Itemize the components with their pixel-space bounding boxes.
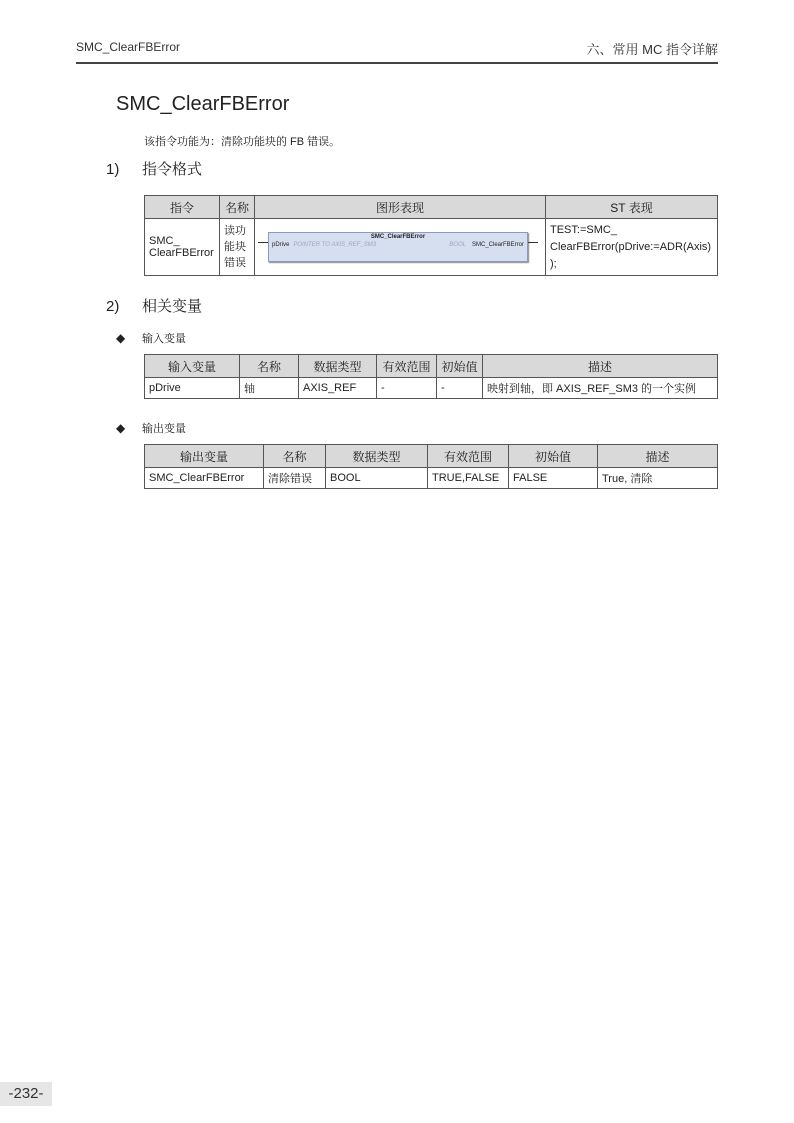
instruction-line: ClearFBError bbox=[149, 247, 214, 259]
table-header-cell: 初始值 bbox=[509, 445, 598, 468]
section-heading-variables bbox=[106, 295, 202, 316]
table-cell: FALSE bbox=[509, 468, 598, 489]
output-pin-type: BOOL bbox=[449, 242, 466, 248]
input-vars-heading bbox=[116, 330, 186, 346]
table-header-cell: 指令 bbox=[145, 196, 220, 219]
name-line: 错误 bbox=[224, 257, 246, 269]
table-cell: AXIS_REF bbox=[299, 378, 377, 399]
table-cell: True, 清除 bbox=[598, 468, 718, 489]
header-chapter-title: 六、常用 MC 指令详解 bbox=[586, 42, 718, 57]
table-header-cell: 数据类型 bbox=[326, 445, 428, 468]
output-pin-name: SMC_ClearFBError bbox=[471, 242, 524, 248]
st-cell bbox=[546, 219, 718, 276]
table-cell: SMC_ClearFBError bbox=[145, 468, 264, 489]
function-block-input bbox=[272, 242, 376, 248]
table-row bbox=[145, 378, 718, 399]
output-pin-line bbox=[528, 242, 538, 243]
table-header-cell: 描述 bbox=[598, 445, 718, 468]
input-pin-type: POINTER TO AXIS_REF_SM3 bbox=[293, 242, 377, 248]
section-title: 相关变量 bbox=[142, 298, 203, 315]
function-block-box bbox=[268, 232, 528, 262]
table-row bbox=[145, 468, 718, 489]
table-header-cell: 描述 bbox=[483, 355, 718, 378]
table-header-cell: 输出变量 bbox=[145, 445, 264, 468]
graphic-cell bbox=[255, 219, 546, 276]
format-table bbox=[144, 195, 718, 276]
function-block-title: SMC_ClearFBError bbox=[370, 234, 426, 240]
st-line: TEST:=SMC_ bbox=[550, 223, 617, 236]
table-header-cell: ST 表现 bbox=[546, 196, 718, 219]
table-cell: 轴 bbox=[240, 378, 299, 399]
function-block-output bbox=[449, 242, 524, 248]
table-header-cell: 有效范围 bbox=[377, 355, 437, 378]
table-cell: TRUE,FALSE bbox=[428, 468, 509, 489]
name-cell bbox=[220, 219, 255, 276]
table-header-cell: 数据类型 bbox=[299, 355, 377, 378]
output-vars-label: 输出变量 bbox=[142, 423, 186, 435]
table-row bbox=[145, 219, 718, 276]
input-pin-name: pDrive bbox=[272, 242, 290, 248]
instruction-line: SMC_ bbox=[149, 235, 180, 247]
diamond-bullet-icon: ◆ bbox=[116, 421, 126, 435]
function-block-graphic bbox=[255, 219, 545, 275]
table-header-cell: 有效范围 bbox=[428, 445, 509, 468]
section-number: 2) bbox=[106, 298, 120, 315]
table-header-row bbox=[145, 445, 718, 468]
output-vars-heading bbox=[116, 420, 186, 436]
table-header-row bbox=[145, 196, 718, 219]
table-header-cell: 初始值 bbox=[437, 355, 483, 378]
output-vars-table bbox=[144, 444, 718, 489]
table-cell: 映射到轴，即 AXIS_REF_SM3 的一个实例 bbox=[483, 378, 718, 399]
table-cell: - bbox=[437, 378, 483, 399]
section-heading-format bbox=[106, 158, 202, 179]
section-number: 1) bbox=[106, 161, 120, 178]
input-vars-table bbox=[144, 354, 718, 399]
table-header-cell: 名称 bbox=[240, 355, 299, 378]
name-line: 能块 bbox=[224, 241, 246, 253]
name-line: 读功 bbox=[224, 225, 246, 237]
header-left-title: SMC_ClearFBError bbox=[76, 40, 181, 54]
input-pin-line bbox=[258, 242, 268, 243]
page-number: -232- bbox=[0, 1082, 52, 1106]
st-line: ClearFBError(pDrive:=ADR(Axis) ); bbox=[550, 240, 712, 270]
section-title: 指令格式 bbox=[142, 161, 203, 178]
input-vars-label: 输入变量 bbox=[142, 333, 186, 345]
diamond-bullet-icon: ◆ bbox=[116, 331, 126, 345]
table-header-cell: 名称 bbox=[220, 196, 255, 219]
page-title: SMC_ClearFBError bbox=[116, 93, 290, 115]
table-header-row bbox=[145, 355, 718, 378]
table-header-cell: 输入变量 bbox=[145, 355, 240, 378]
table-header-cell: 名称 bbox=[264, 445, 326, 468]
header-rule bbox=[76, 62, 718, 64]
table-header-cell: 图形表现 bbox=[255, 196, 546, 219]
table-cell: pDrive bbox=[145, 378, 240, 399]
table-cell: - bbox=[377, 378, 437, 399]
table-cell: 清除错误 bbox=[264, 468, 326, 489]
intro-text: 该指令功能为：清除功能块的 FB 错误。 bbox=[144, 136, 341, 148]
table-cell: BOOL bbox=[326, 468, 428, 489]
instruction-cell bbox=[145, 219, 220, 276]
